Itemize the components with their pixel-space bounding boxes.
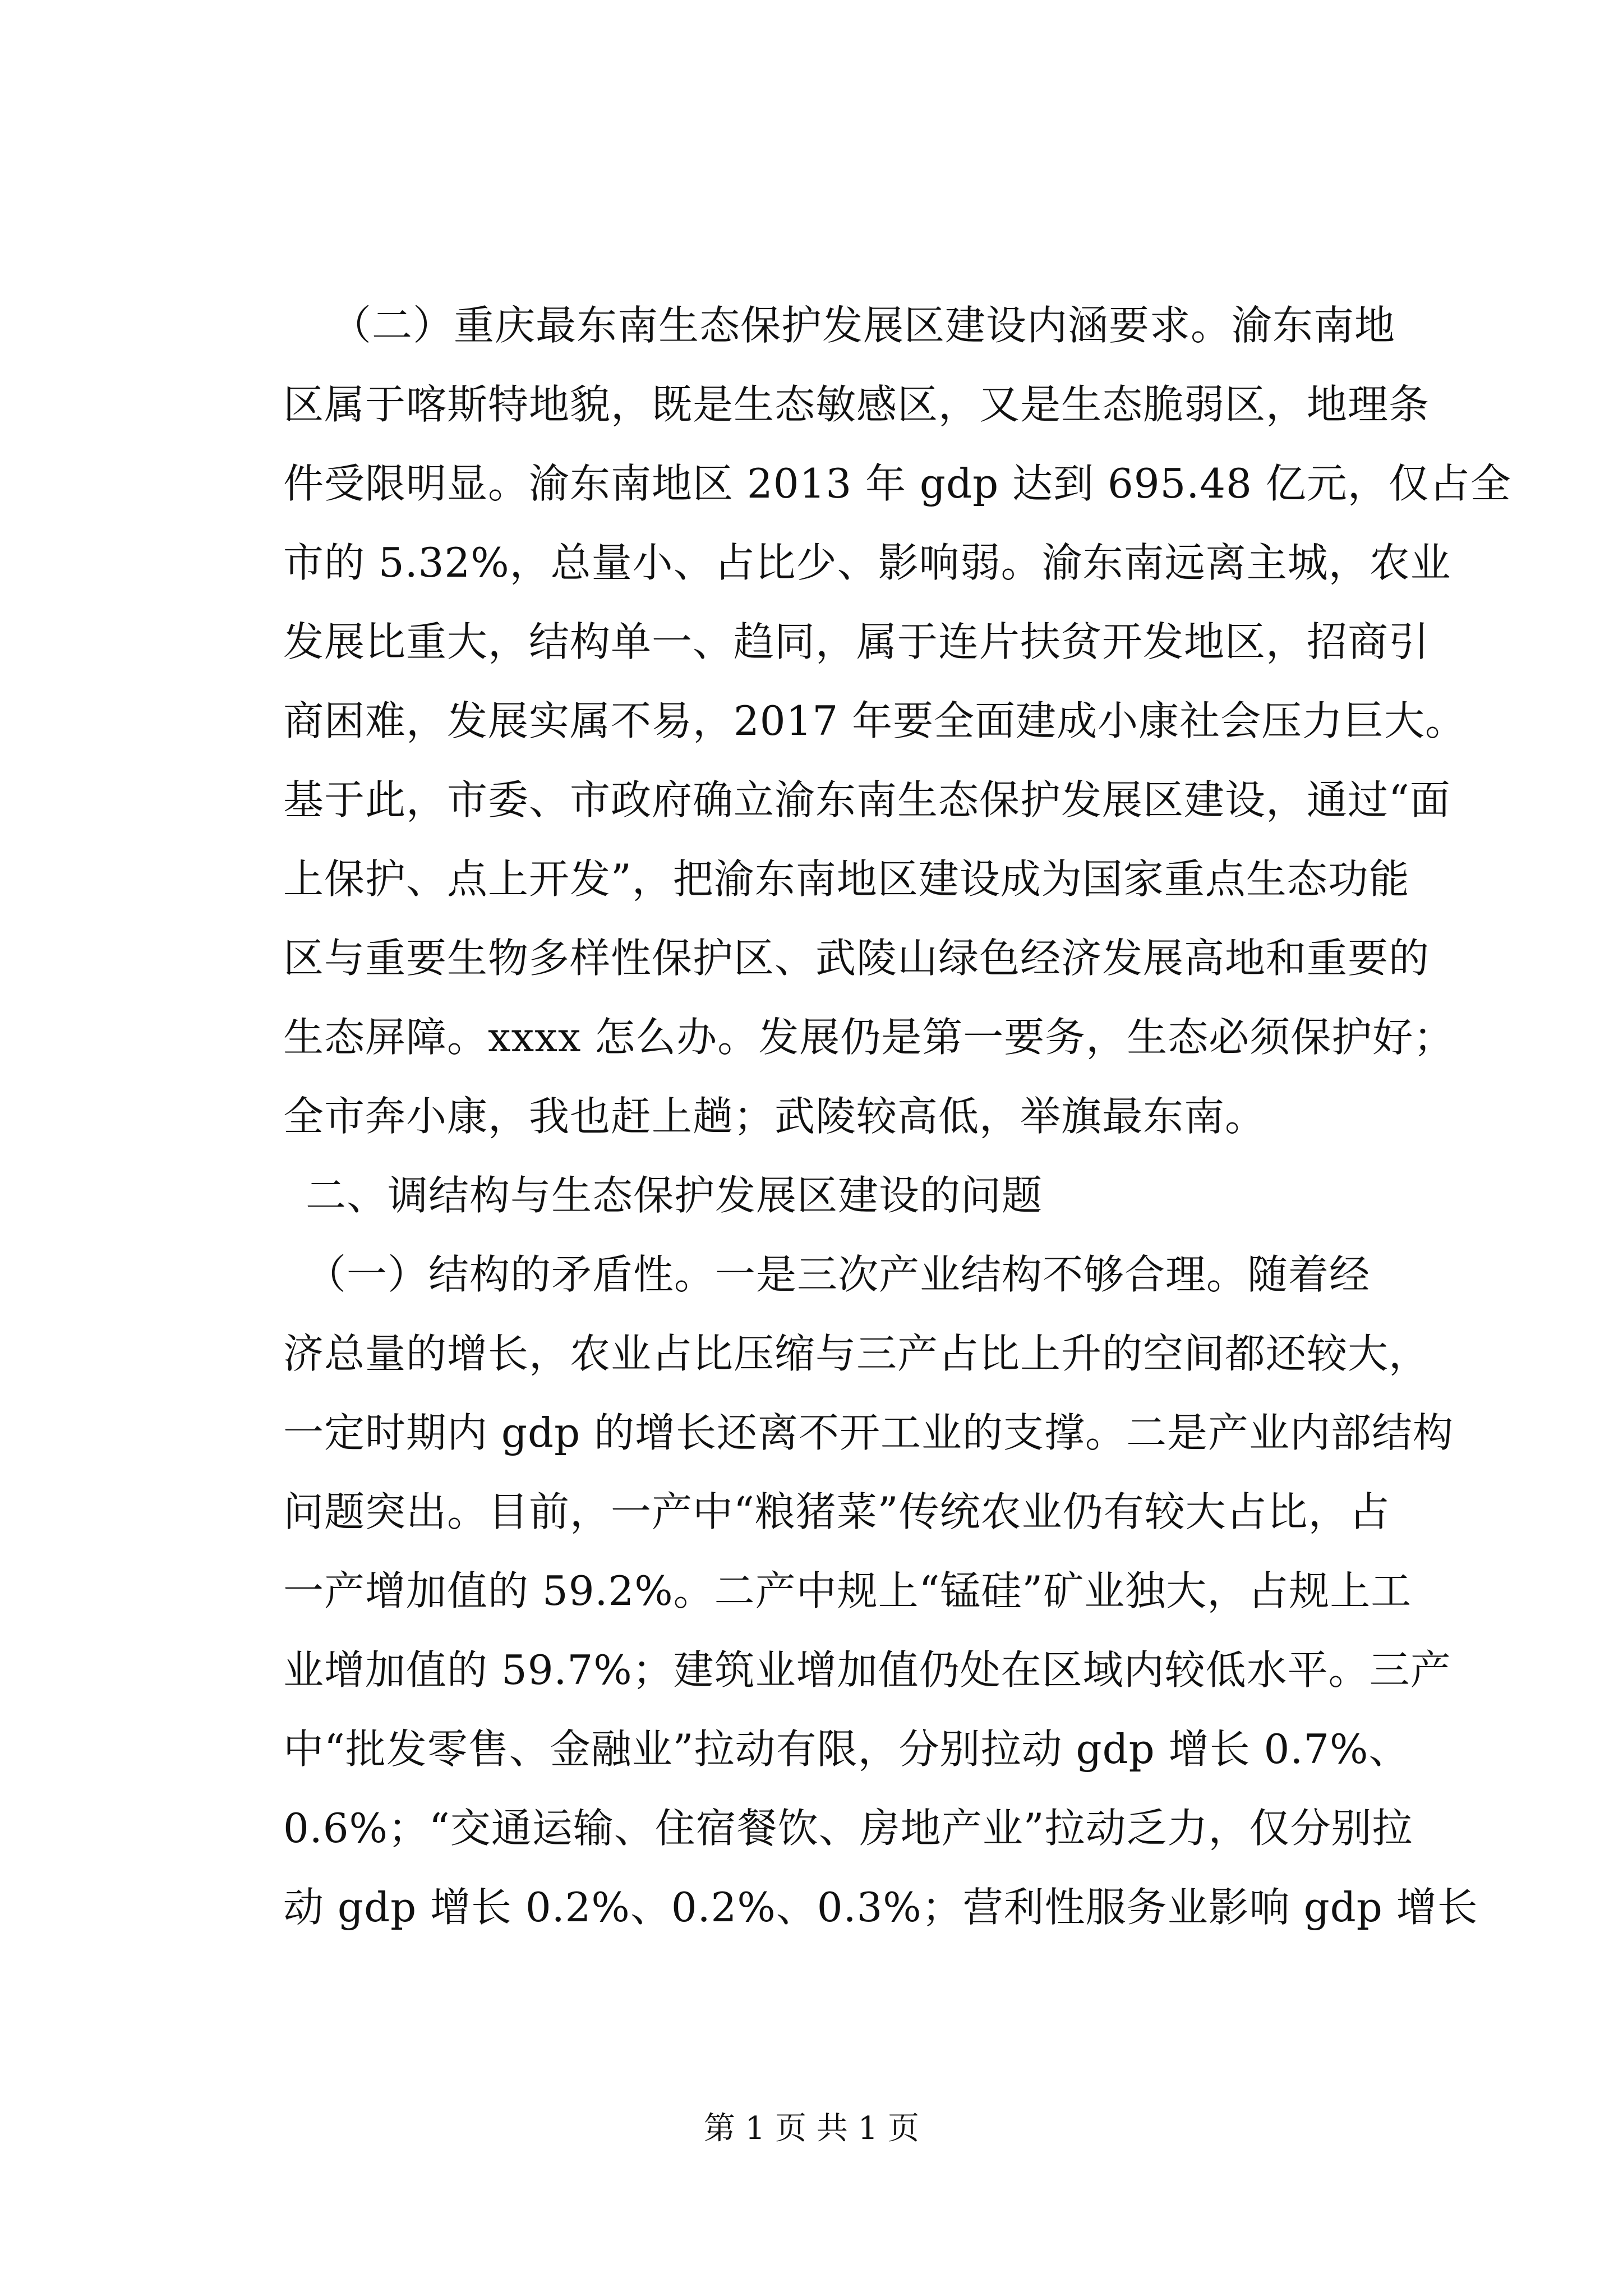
text-line: 一产增加值的 59.2%。二产中规上“锰硅”矿业独大，占规上工	[283, 1567, 1412, 1614]
text-line: 区与重要生物多样性保护区、武陵山绿色经济发展高地和重要的	[283, 935, 1430, 982]
text-line: 区属于喀斯特地貌，既是生态敏感区，又是生态脆弱区，地理条	[283, 381, 1430, 428]
text-line: （二）重庆最东南生态保护发展区建设内涵要求。渝东南地	[331, 302, 1396, 349]
text-line: （一）结构的矛盾性。一是三次产业结构不够合理。随着经	[306, 1251, 1371, 1298]
text-line: 济总量的增长，农业占比压缩与三产占比上升的空间都还较大，	[283, 1330, 1430, 1377]
text-line: 市的 5.32%，总量小、占比少、影响弱。渝东南远离主城，农业	[283, 539, 1451, 586]
text-line: 问题突出。目前，一产中“粮猪菜”传统农业仍有较大占比，占	[283, 1488, 1390, 1535]
text-line: 动 gdp 增长 0.2%、0.2%、0.3%；营利性服务业影响 gdp 增长	[283, 1884, 1478, 1931]
text-line: 生态屏障。xxxx 怎么办。发展仍是第一要务，生态必须保护好；	[283, 1014, 1455, 1061]
text-line: 业增加值的 59.7%；建筑业增加值仍处在区域内较低水平。三产	[283, 1646, 1451, 1694]
section-heading: 二、调结构与生态保护发展区建设的问题	[306, 1172, 1043, 1219]
text-line: 商困难，发展实属不易，2017 年要全面建成小康社会压力巨大。	[283, 697, 1467, 744]
text-line: 发展比重大，结构单一、趋同，属于连片扶贫开发地区，招商引	[283, 618, 1430, 665]
text-line: 中“批发零售、金融业”拉动有限，分别拉动 gdp 增长 0.7%、	[283, 1726, 1410, 1773]
page-number-footer: 第 1 页 共 1 页	[703, 2110, 920, 2147]
text-line: 一定时期内 gdp 的增长还离不开工业的支撑。二是产业内部结构	[283, 1409, 1454, 1456]
text-line: 件受限明显。渝东南地区 2013 年 gdp 达到 695.48 亿元，仅占全	[283, 460, 1511, 507]
text-line: 全市奔小康，我也赶上趟；武陵较高低，举旗最东南。	[283, 1093, 1266, 1140]
text-line: 基于此，市委、市政府确立渝东南生态保护发展区建设，通过“面	[283, 776, 1451, 823]
text-line: 0.6%；“交通运输、住宿餐饮、房地产业”拉动乏力，仅分别拉	[283, 1805, 1413, 1852]
text-line: 上保护、点上开发”，把渝东南地区建设成为国家重点生态功能	[283, 855, 1410, 903]
